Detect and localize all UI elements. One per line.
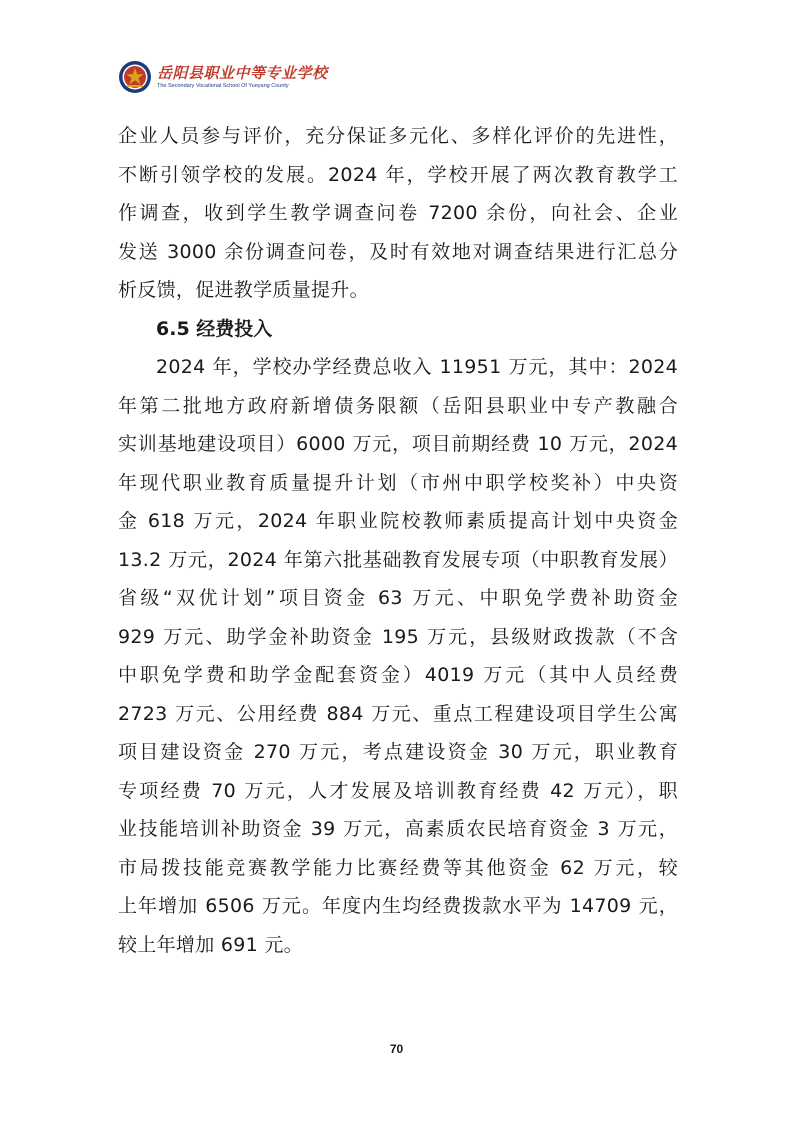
paragraph-funding bbox=[118, 348, 678, 964]
text-line: 上年增加 6506 万元。年度内生均经费拨款水平为 14709 元， bbox=[118, 895, 678, 917]
text-line: 实训基地建设项目）6000 万元，项目前期经费 10 万元，2024 bbox=[118, 433, 678, 455]
text-line: 市局拨技能竞赛教学能力比赛经费等其他资金 62 万元，较 bbox=[118, 856, 678, 879]
school-name-cn: 岳阳县职业中等专业学校 bbox=[157, 63, 328, 82]
school-name-en: The Secondary Vocational School Of Yueyang County bbox=[157, 82, 289, 89]
page-header bbox=[118, 57, 328, 97]
text-line: 929 万元、助学金补助资金 195 万元，县级财政拨款（不含 bbox=[118, 625, 678, 648]
text-line: 年第二批地方政府新增债务限额（岳阳县职业中专产教融合 bbox=[118, 394, 678, 417]
text-line: 金 618 万元，2024 年职业院校教师素质提高计划中央资金 bbox=[118, 510, 678, 532]
page-body bbox=[118, 117, 678, 964]
text-line: 企业人员参与评价，充分保证多元化、多样化评价的先进性， bbox=[118, 125, 678, 147]
text-line: 2024 年，学校办学经费总收入 11951 万元，其中：2024 bbox=[156, 356, 678, 378]
text-line: 13.2 万元，2024 年第六批基础教育发展专项（中职教育发展） bbox=[118, 548, 678, 571]
text-line: 省级“双优计划”项目资金 63 万元、中职免学费补助资金 bbox=[118, 587, 678, 609]
text-line: 作调查，收到学生教学调查问卷 7200 余份，向社会、企业 bbox=[118, 202, 678, 224]
school-name-block bbox=[157, 65, 328, 90]
text-line: 项目建设资金 270 万元，考点建设资金 30 万元，职业教育 bbox=[118, 741, 678, 763]
text-line: 业技能培训补助资金 39 万元，高素质农民培育资金 3 万元， bbox=[118, 818, 678, 840]
text-line: 年现代职业教育质量提升计划（市州中职学校奖补）中央资 bbox=[118, 471, 678, 494]
text-line: 较上年增加 691 元。 bbox=[118, 933, 303, 956]
text-line: 不断引领学校的发展。2024 年，学校开展了两次教育教学工 bbox=[118, 163, 678, 186]
text-line: 2723 万元、公用经费 884 万元、重点工程建设项目学生公寓 bbox=[118, 702, 678, 725]
page-number: 70 bbox=[389, 1042, 404, 1056]
school-emblem-icon bbox=[118, 60, 152, 94]
text-line: 专项经费 70 万元，人才发展及培训教育经费 42 万元），职 bbox=[118, 779, 678, 802]
text-line: 中职免学费和助学金配套资金）4019 万元（其中人员经费 bbox=[118, 664, 678, 686]
paragraph-evaluation bbox=[118, 117, 678, 310]
text-line: 析反馈，促进教学质量提升。 bbox=[118, 279, 369, 301]
text-line: 发送 3000 余份调查问卷，及时有效地对调查结果进行汇总分 bbox=[118, 240, 678, 263]
section-heading: 6.5 经费投入 bbox=[156, 317, 273, 340]
